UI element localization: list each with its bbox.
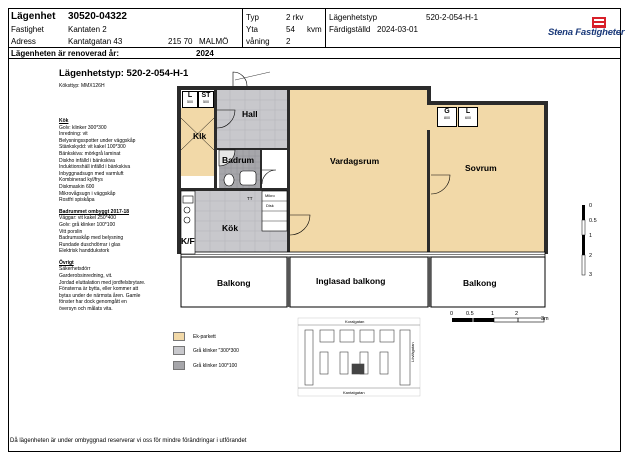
street-bottom: Kantatgatan — [343, 390, 365, 395]
vertical-scale-bar — [582, 205, 585, 275]
site-plan — [298, 318, 420, 396]
mikro-label: Mikro — [265, 193, 275, 198]
logo-text: Stena Fastigheter — [548, 27, 625, 38]
renoverad-value: 2024 — [196, 49, 214, 58]
legend-swatch-klinker100 — [173, 361, 185, 370]
yta-unit: kvm — [307, 25, 322, 34]
vardagsrum-floor — [289, 88, 431, 254]
room-inglasad-balkong: Inglasad balkong — [316, 276, 386, 286]
vaning-label: våning — [246, 37, 270, 46]
adress-value: Kantatgatan 43 — [68, 37, 123, 46]
badrum-line: Elektrisk handdukstork — [59, 248, 110, 255]
lagenhetstyp-label: Lägenhetstyp — [329, 13, 378, 22]
vscale-tick-0: 0 — [589, 203, 593, 209]
room-sovrum: Sovrum — [465, 163, 497, 173]
kok-line: Induktionshäll infälld i bänkskiva — [59, 164, 131, 171]
ovrigt-line: Jordad eluttalation med jordfelsbrytare. — [59, 279, 146, 286]
typ-label: Typ — [246, 13, 259, 22]
ovrigt-line: översyn och målats vita. — [59, 306, 113, 313]
kok-line: Rostfri spiskåpa — [59, 197, 95, 204]
room-hall: Hall — [242, 109, 258, 119]
kok-line: Diskho infälld i bänkskiva — [59, 157, 115, 164]
room-balkong-right: Balkong — [463, 278, 497, 288]
appliance-l-top: L 500 — [182, 91, 198, 108]
legend-swatch-parkett — [173, 332, 185, 341]
kok-line: Bänkskiva: mörkgrå laminat — [59, 150, 121, 157]
kok-heading: Kök — [59, 118, 69, 124]
plan-subtitle: Köksttyp: MMX126H — [59, 83, 105, 89]
footer-note: Då lägenheten är under ombyggnad reserverar vi oss för mindre förändringar i utförandet — [10, 438, 247, 444]
legend-swatch-klinker300 — [173, 346, 185, 355]
street-top: Koralgatan — [345, 319, 365, 324]
scale-tick-0: 0 — [450, 311, 454, 317]
legend-label-klinker300: Grå klinker "300*300 — [193, 348, 239, 354]
ovrigt-line: Fönsterna är bytta, eller kommer att — [59, 286, 139, 293]
disk-label: Disk — [266, 203, 274, 208]
legend-label-klinker100: Grå klinker 100*100 — [193, 363, 238, 369]
appliance-l-bedroom: L 600 — [458, 107, 478, 127]
badrum-line: Badrumsskåp med belysning — [59, 235, 124, 242]
yta-value: 54 — [286, 25, 295, 34]
scale-tick-3m: 3m — [541, 316, 549, 322]
kok-line: Diskmaskin 600 — [59, 183, 95, 190]
scale-tick-05: 0.5 — [466, 311, 474, 317]
appliance-g-bedroom: G 800 — [437, 107, 457, 127]
lagenhet-label: Lägenhet — [11, 11, 56, 22]
room-kf: K/F — [181, 236, 195, 246]
fardigstalld-label: Färdigställd — [329, 25, 371, 34]
postal-code: 215 70 — [168, 37, 193, 46]
plan-title: Lägenhetstyp: 520-2-054-H-1 — [59, 68, 189, 79]
fastighet-value: Kantaten 2 — [68, 25, 107, 34]
badrum-heading: Badrummet ombyggt 2017-18 — [59, 208, 130, 215]
kok-line: Golv: klinker 300*300 — [59, 124, 107, 131]
scale-tick-2: 2 — [515, 311, 519, 317]
kok-line: Kombinerad kyl/frys — [59, 177, 103, 184]
scale-bar — [452, 318, 544, 322]
vscale-tick-2: 2 — [589, 253, 593, 259]
fastighet-label: Fastighet — [11, 25, 44, 34]
lagenhetstyp-value: 520-2-054-H-1 — [426, 13, 479, 22]
vscale-tick-3: 3 — [589, 272, 593, 278]
kok-line: Mikrovågsugn i väggskåp — [59, 190, 116, 197]
fardigstalld-value: 2024-03-01 — [377, 25, 418, 34]
vscale-tick-1: 1 — [589, 233, 593, 239]
vscale-tick-05: 0.5 — [589, 218, 597, 224]
kok-line: Belysningsspotter under väggskåp — [59, 137, 136, 144]
room-vardagsrum: Vardagsrum — [330, 156, 380, 166]
room-badrum: Badrum — [222, 155, 255, 165]
ovrigt-line: Garderobsinredning, vit. — [59, 273, 113, 280]
badrum-line: Väggar: vit kakel 250*400 — [59, 215, 116, 222]
appliance-st-top: ST 500 — [198, 91, 214, 108]
tt-label: TT — [247, 196, 253, 201]
ovrigt-line: fönster har dock genomgått en — [59, 299, 127, 306]
ovrigt-line: bytas under de närmsta åren. Gamle — [59, 292, 141, 299]
badrum-line: Golv: grå klinker 100*100 — [59, 221, 116, 228]
typ-value: 2 rkv — [286, 13, 304, 22]
kok-line: Inredning: vit — [59, 131, 88, 138]
renoverad-label: Lägenheten är renoverad år: — [11, 49, 120, 58]
badrum-line: Vitt porslin — [59, 228, 83, 235]
city: MALMÖ — [199, 37, 229, 46]
klk-floor — [180, 108, 216, 176]
room-balkong-left: Balkong — [217, 278, 251, 288]
legend-label-parkett: Ek-parkett — [193, 334, 216, 340]
vaning-value: 2 — [286, 37, 291, 46]
room-klk: Klk — [193, 131, 207, 141]
adress-label: Adress — [11, 37, 36, 46]
kok-line: Inbyggnadsugn med varmluft — [59, 170, 124, 177]
lagenhet-value: 30520-04322 — [68, 11, 127, 22]
ovrigt-line: Säkerhetsdörr — [59, 266, 91, 273]
yta-label: Yta — [246, 25, 259, 34]
badrum-line: Rundade duschdörrar i glas — [59, 241, 121, 248]
kok-line: Stänkskydd: vit kakel 100*300 — [59, 144, 126, 151]
street-right: Lövlägatan — [410, 342, 415, 362]
scale-tick-1: 1 — [491, 311, 495, 317]
ovrigt-heading: Övrigt — [59, 259, 74, 266]
room-kok: Kök — [222, 223, 239, 233]
